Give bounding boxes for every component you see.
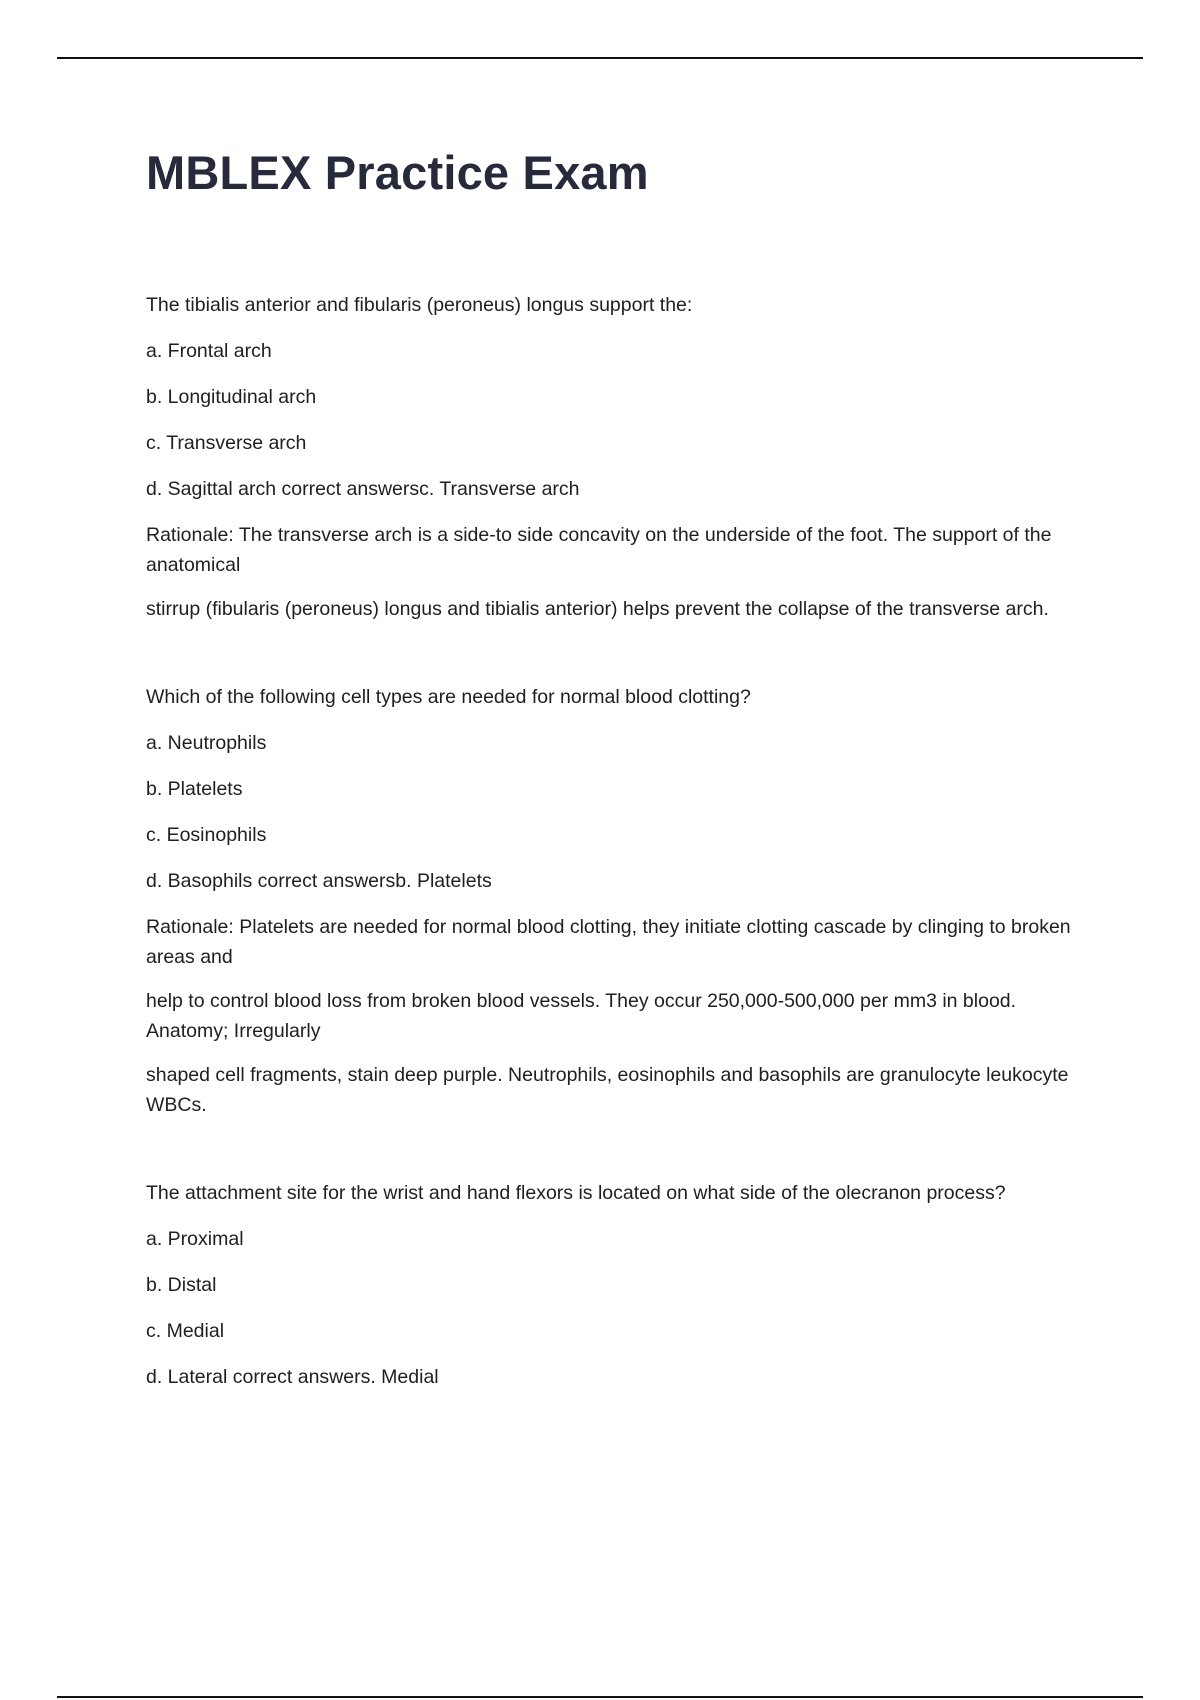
option-c: c. Medial: [146, 1320, 225, 1342]
question-block-2: [146, 682, 1096, 1120]
rationale-line-3: shaped cell fragments, stain deep purple. Neutrophils, eosinophils and basophils are granulocyte leukocyte WBCs.: [146, 1064, 1069, 1116]
option-a: a. Neutrophils: [146, 732, 267, 754]
question-block-1: [146, 290, 1096, 624]
question-text: Which of the following cell types are needed for normal blood clotting?: [146, 686, 751, 708]
option-c: c. Eosinophils: [146, 824, 267, 846]
question-text: The attachment site for the wrist and hand flexors is located on what side of the olecranon process?: [146, 1182, 1006, 1204]
top-rule: [57, 57, 1143, 59]
rationale-line-2: help to control blood loss from broken blood vessels. They occur 250,000-500,000 per mm3 in blood. Anatomy; Irregularly: [146, 990, 1017, 1042]
option-d-with-answer: d. Basophils correct answersb. Platelets: [146, 870, 492, 892]
option-b: b. Longitudinal arch: [146, 386, 317, 408]
rationale-line-2: stirrup (fibularis (peroneus) longus and tibialis anterior) helps prevent the collapse of the transverse arch.: [146, 598, 1049, 620]
option-c: c. Transverse arch: [146, 432, 307, 454]
rationale-line-1: Rationale: The transverse arch is a side-to side concavity on the underside of the foot. The support of the anatomical: [146, 524, 1052, 576]
document-body: [146, 290, 1096, 1450]
option-d-with-answer: d. Lateral correct answers. Medial: [146, 1366, 439, 1388]
option-b: b. Platelets: [146, 778, 243, 800]
option-a: a. Proximal: [146, 1228, 244, 1250]
rationale-line-1: Rationale: Platelets are needed for normal blood clotting, they initiate clotting cascade by clinging to broken areas and: [146, 916, 1071, 968]
option-d-with-answer: d. Sagittal arch correct answersc. Transverse arch: [146, 478, 580, 500]
option-a: a. Frontal arch: [146, 340, 272, 362]
question-block-3: [146, 1178, 1096, 1392]
option-b: b. Distal: [146, 1274, 217, 1296]
page-title: MBLEX Practice Exam: [146, 146, 649, 199]
bottom-rule: [57, 1696, 1143, 1698]
question-text: The tibialis anterior and fibularis (peroneus) longus support the:: [146, 294, 693, 316]
